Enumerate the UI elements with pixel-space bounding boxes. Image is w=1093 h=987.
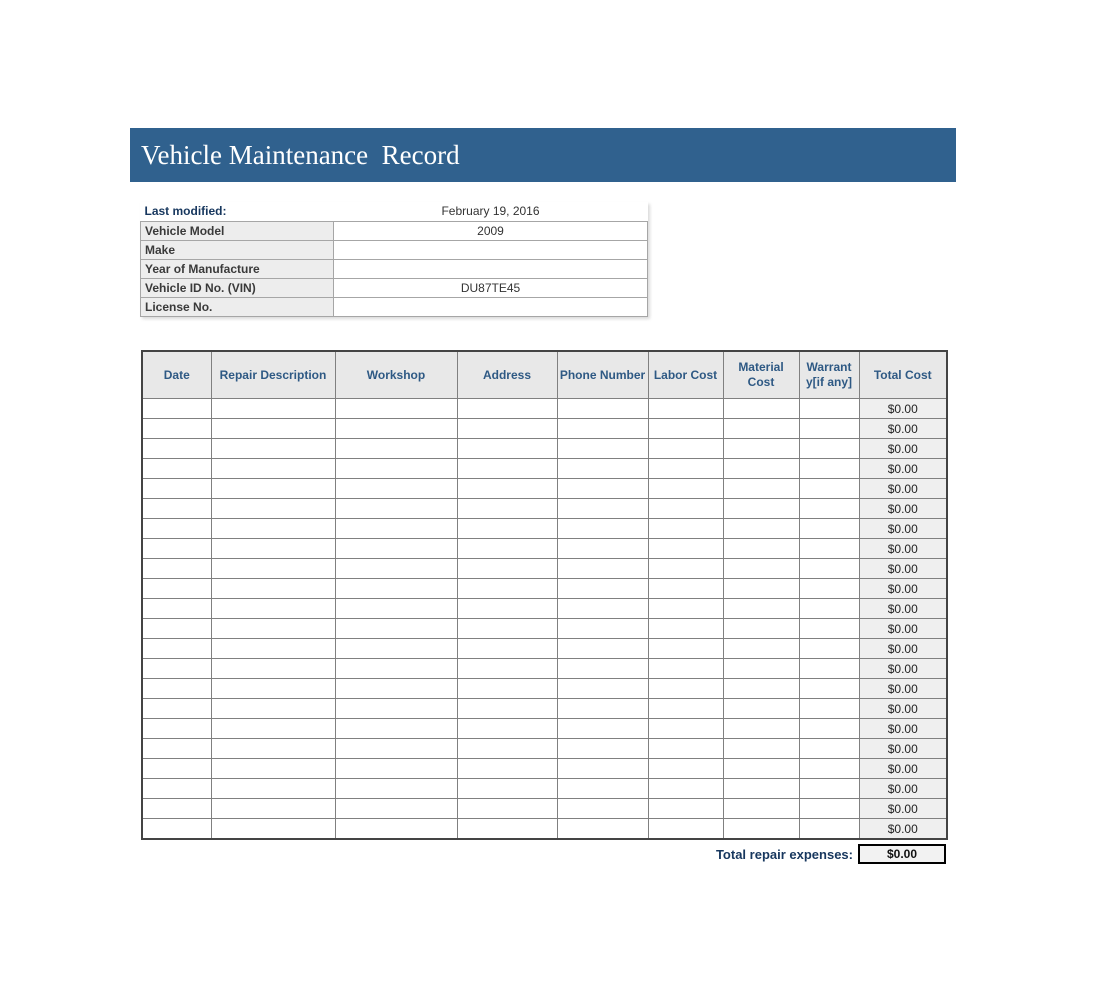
total-cost-cell: $0.00 bbox=[859, 479, 947, 499]
info-value-license-no[interactable] bbox=[334, 297, 648, 316]
table-cell[interactable] bbox=[335, 619, 457, 639]
info-row bbox=[141, 240, 648, 259]
table-cell[interactable] bbox=[335, 799, 457, 819]
table-cell[interactable] bbox=[335, 439, 457, 459]
total-cost-cell: $0.00 bbox=[859, 759, 947, 779]
table-cell[interactable] bbox=[142, 719, 211, 739]
info-row bbox=[141, 202, 648, 221]
table-cell[interactable] bbox=[211, 539, 335, 559]
table-row bbox=[142, 779, 947, 799]
table-cell[interactable] bbox=[335, 699, 457, 719]
table-cell[interactable] bbox=[799, 439, 859, 459]
table-cell[interactable] bbox=[648, 699, 723, 719]
table-cell[interactable] bbox=[142, 659, 211, 679]
table-cell[interactable] bbox=[557, 539, 648, 559]
total-cost-cell: $0.00 bbox=[859, 459, 947, 479]
table-cell[interactable] bbox=[457, 439, 557, 459]
total-cost-cell: $0.00 bbox=[859, 539, 947, 559]
table-cell[interactable] bbox=[799, 519, 859, 539]
column-header: Total Cost bbox=[859, 351, 947, 399]
table-cell[interactable] bbox=[557, 459, 648, 479]
table-cell[interactable] bbox=[457, 559, 557, 579]
table-cell[interactable] bbox=[723, 599, 799, 619]
table-cell[interactable] bbox=[142, 679, 211, 699]
table-cell[interactable] bbox=[211, 739, 335, 759]
table-cell[interactable] bbox=[211, 799, 335, 819]
table-cell[interactable] bbox=[457, 699, 557, 719]
table-cell[interactable] bbox=[723, 439, 799, 459]
table-cell[interactable] bbox=[648, 539, 723, 559]
table-row bbox=[142, 479, 947, 499]
total-cost-cell: $0.00 bbox=[859, 399, 947, 419]
table-cell[interactable] bbox=[723, 619, 799, 639]
table-cell[interactable] bbox=[557, 699, 648, 719]
table-cell[interactable] bbox=[557, 679, 648, 699]
table-cell[interactable] bbox=[335, 779, 457, 799]
table-cell[interactable] bbox=[335, 819, 457, 840]
table-cell[interactable] bbox=[799, 779, 859, 799]
table-cell[interactable] bbox=[557, 519, 648, 539]
table-cell[interactable] bbox=[211, 619, 335, 639]
table-cell[interactable] bbox=[648, 639, 723, 659]
table-row bbox=[142, 599, 947, 619]
table-cell[interactable] bbox=[648, 399, 723, 419]
table-cell[interactable] bbox=[335, 419, 457, 439]
info-label-license-no: License No. bbox=[141, 297, 334, 316]
total-cost-cell: $0.00 bbox=[859, 619, 947, 639]
table-cell[interactable] bbox=[557, 479, 648, 499]
total-expenses-value: $0.00 bbox=[858, 844, 946, 864]
table-cell[interactable] bbox=[557, 799, 648, 819]
table-cell[interactable] bbox=[648, 659, 723, 679]
table-cell[interactable] bbox=[723, 659, 799, 679]
table-cell[interactable] bbox=[799, 819, 859, 840]
table-cell[interactable] bbox=[457, 799, 557, 819]
table-row bbox=[142, 679, 947, 699]
table-cell[interactable] bbox=[648, 439, 723, 459]
total-cost-cell: $0.00 bbox=[859, 419, 947, 439]
table-row bbox=[142, 659, 947, 679]
table-cell[interactable] bbox=[457, 619, 557, 639]
table-cell[interactable] bbox=[211, 459, 335, 479]
table-cell[interactable] bbox=[457, 599, 557, 619]
table-cell[interactable] bbox=[335, 599, 457, 619]
total-cost-cell: $0.00 bbox=[859, 579, 947, 599]
table-cell[interactable] bbox=[799, 619, 859, 639]
table-cell[interactable] bbox=[557, 499, 648, 519]
total-cost-cell: $0.00 bbox=[859, 779, 947, 799]
info-label-last-modified: Last modified: bbox=[141, 202, 334, 221]
column-header: Material Cost bbox=[723, 351, 799, 399]
table-cell[interactable] bbox=[799, 399, 859, 419]
table-cell[interactable] bbox=[457, 419, 557, 439]
info-label-make: Make bbox=[141, 240, 334, 259]
total-cost-cell: $0.00 bbox=[859, 599, 947, 619]
info-row bbox=[141, 221, 648, 240]
table-cell[interactable] bbox=[648, 779, 723, 799]
column-header: Date bbox=[142, 351, 211, 399]
table-cell[interactable] bbox=[142, 559, 211, 579]
table-cell[interactable] bbox=[142, 759, 211, 779]
table-cell[interactable] bbox=[457, 539, 557, 559]
table-row bbox=[142, 639, 947, 659]
table-cell[interactable] bbox=[335, 479, 457, 499]
table-cell[interactable] bbox=[557, 399, 648, 419]
info-value-year-of-manufacture[interactable] bbox=[334, 259, 648, 278]
table-cell[interactable] bbox=[557, 559, 648, 579]
total-expenses-label: Total repair expenses: bbox=[715, 846, 853, 862]
table-cell[interactable] bbox=[142, 779, 211, 799]
table-cell[interactable] bbox=[142, 819, 211, 840]
table-cell[interactable] bbox=[648, 499, 723, 519]
table-cell[interactable] bbox=[457, 659, 557, 679]
table-cell[interactable] bbox=[142, 419, 211, 439]
table-cell[interactable] bbox=[457, 779, 557, 799]
info-row bbox=[141, 259, 648, 278]
column-header: Workshop bbox=[335, 351, 457, 399]
table-cell[interactable] bbox=[457, 499, 557, 519]
total-cost-cell: $0.00 bbox=[859, 439, 947, 459]
info-label-vin: Vehicle ID No. (VIN) bbox=[141, 278, 334, 297]
table-cell[interactable] bbox=[211, 479, 335, 499]
table-cell[interactable] bbox=[723, 639, 799, 659]
table-cell[interactable] bbox=[648, 599, 723, 619]
table-row bbox=[142, 399, 947, 419]
table-cell[interactable] bbox=[211, 439, 335, 459]
table-cell[interactable] bbox=[723, 519, 799, 539]
table-cell[interactable] bbox=[211, 399, 335, 419]
table-cell[interactable] bbox=[723, 559, 799, 579]
table-cell[interactable] bbox=[723, 679, 799, 699]
table-cell[interactable] bbox=[799, 479, 859, 499]
table-cell[interactable] bbox=[457, 479, 557, 499]
page-title: Vehicle Maintenance Record bbox=[141, 140, 460, 170]
table-row bbox=[142, 719, 947, 739]
table-row bbox=[142, 459, 947, 479]
table-cell[interactable] bbox=[457, 519, 557, 539]
table-cell[interactable] bbox=[648, 419, 723, 439]
table-cell[interactable] bbox=[799, 599, 859, 619]
info-row bbox=[141, 297, 648, 316]
table-cell[interactable] bbox=[799, 499, 859, 519]
table-cell[interactable] bbox=[557, 719, 648, 739]
table-cell[interactable] bbox=[648, 459, 723, 479]
table-cell[interactable] bbox=[142, 799, 211, 819]
table-cell[interactable] bbox=[211, 599, 335, 619]
table-row bbox=[142, 499, 947, 519]
table-cell[interactable] bbox=[723, 819, 799, 840]
table-cell[interactable] bbox=[142, 479, 211, 499]
info-label-vehicle-model: Vehicle Model bbox=[141, 221, 334, 240]
info-value-vin[interactable]: DU87TE45 bbox=[334, 278, 648, 297]
table-cell[interactable] bbox=[142, 739, 211, 759]
table-row bbox=[142, 699, 947, 719]
table-cell[interactable] bbox=[211, 759, 335, 779]
table-cell[interactable] bbox=[723, 459, 799, 479]
table-cell[interactable] bbox=[799, 759, 859, 779]
column-header: Warrant y[if any] bbox=[799, 351, 859, 399]
table-cell[interactable] bbox=[335, 719, 457, 739]
table-cell[interactable] bbox=[211, 699, 335, 719]
total-cost-cell: $0.00 bbox=[859, 659, 947, 679]
table-cell[interactable] bbox=[211, 499, 335, 519]
column-header: Phone Number bbox=[557, 351, 648, 399]
table-cell[interactable] bbox=[142, 399, 211, 419]
vehicle-info-table bbox=[140, 202, 648, 317]
table-cell[interactable] bbox=[723, 779, 799, 799]
table-cell[interactable] bbox=[457, 759, 557, 779]
table-cell[interactable] bbox=[648, 579, 723, 599]
column-header: Repair Description bbox=[211, 351, 335, 399]
table-cell[interactable] bbox=[648, 559, 723, 579]
table-body bbox=[142, 399, 947, 840]
table-cell[interactable] bbox=[335, 459, 457, 479]
table-cell[interactable] bbox=[799, 539, 859, 559]
table-cell[interactable] bbox=[723, 419, 799, 439]
table-cell[interactable] bbox=[142, 519, 211, 539]
table-cell[interactable] bbox=[799, 659, 859, 679]
table-cell[interactable] bbox=[142, 539, 211, 559]
table-cell[interactable] bbox=[335, 659, 457, 679]
total-cost-cell: $0.00 bbox=[859, 799, 947, 819]
table-cell[interactable] bbox=[723, 499, 799, 519]
total-cost-cell: $0.00 bbox=[859, 699, 947, 719]
maintenance-table bbox=[141, 350, 948, 840]
table-cell[interactable] bbox=[648, 719, 723, 739]
table-cell[interactable] bbox=[335, 399, 457, 419]
table-cell[interactable] bbox=[799, 739, 859, 759]
table-cell[interactable] bbox=[335, 759, 457, 779]
table-cell[interactable] bbox=[211, 679, 335, 699]
table-row bbox=[142, 439, 947, 459]
table-cell[interactable] bbox=[211, 719, 335, 739]
table-cell[interactable] bbox=[648, 479, 723, 499]
table-cell[interactable] bbox=[211, 819, 335, 840]
table-row bbox=[142, 819, 947, 840]
table-cell[interactable] bbox=[211, 519, 335, 539]
table-cell[interactable] bbox=[335, 679, 457, 699]
total-cost-cell: $0.00 bbox=[859, 559, 947, 579]
header-row bbox=[142, 351, 947, 399]
table-cell[interactable] bbox=[799, 639, 859, 659]
table-cell[interactable] bbox=[648, 759, 723, 779]
table-cell[interactable] bbox=[799, 699, 859, 719]
table-cell[interactable] bbox=[142, 699, 211, 719]
table-cell[interactable] bbox=[648, 819, 723, 840]
table-cell[interactable] bbox=[723, 759, 799, 779]
table-cell[interactable] bbox=[142, 639, 211, 659]
table-cell[interactable] bbox=[723, 739, 799, 759]
table-cell[interactable] bbox=[457, 719, 557, 739]
table-cell[interactable] bbox=[142, 599, 211, 619]
table-cell[interactable] bbox=[142, 619, 211, 639]
table-cell[interactable] bbox=[799, 559, 859, 579]
total-cost-cell: $0.00 bbox=[859, 739, 947, 759]
table-cell[interactable] bbox=[557, 419, 648, 439]
table-row bbox=[142, 619, 947, 639]
info-value-last-modified[interactable]: February 19, 2016 bbox=[334, 202, 648, 221]
table-cell[interactable] bbox=[335, 519, 457, 539]
table-cell[interactable] bbox=[799, 459, 859, 479]
table-cell[interactable] bbox=[557, 619, 648, 639]
table-cell[interactable] bbox=[142, 579, 211, 599]
table-cell[interactable] bbox=[799, 679, 859, 699]
table-cell[interactable] bbox=[723, 799, 799, 819]
table-cell[interactable] bbox=[799, 799, 859, 819]
table-cell[interactable] bbox=[335, 539, 457, 559]
table-cell[interactable] bbox=[648, 739, 723, 759]
table-cell[interactable] bbox=[557, 819, 648, 840]
table-cell[interactable] bbox=[557, 599, 648, 619]
info-value-vehicle-model[interactable]: 2009 bbox=[334, 221, 648, 240]
total-cost-cell: $0.00 bbox=[859, 519, 947, 539]
repair-log-section bbox=[141, 350, 946, 840]
table-row bbox=[142, 579, 947, 599]
total-expenses-row bbox=[141, 844, 946, 864]
table-cell[interactable] bbox=[335, 639, 457, 659]
table-row bbox=[142, 759, 947, 779]
table-cell[interactable] bbox=[648, 679, 723, 699]
table-row bbox=[142, 519, 947, 539]
total-cost-cell: $0.00 bbox=[859, 819, 947, 840]
table-cell[interactable] bbox=[648, 519, 723, 539]
table-cell[interactable] bbox=[799, 419, 859, 439]
table-cell[interactable] bbox=[723, 579, 799, 599]
table-cell[interactable] bbox=[211, 659, 335, 679]
table-cell[interactable] bbox=[457, 579, 557, 599]
table-cell[interactable] bbox=[557, 779, 648, 799]
table-cell[interactable] bbox=[648, 799, 723, 819]
table-cell[interactable] bbox=[457, 459, 557, 479]
table-cell[interactable] bbox=[557, 739, 648, 759]
table-row bbox=[142, 799, 947, 819]
table-cell[interactable] bbox=[142, 459, 211, 479]
table-cell[interactable] bbox=[648, 619, 723, 639]
total-cost-cell: $0.00 bbox=[859, 499, 947, 519]
info-label-year-of-manufacture: Year of Manufacture bbox=[141, 259, 334, 278]
table-cell[interactable] bbox=[335, 559, 457, 579]
table-cell[interactable] bbox=[457, 399, 557, 419]
table-cell[interactable] bbox=[211, 779, 335, 799]
table-cell[interactable] bbox=[723, 539, 799, 559]
info-row bbox=[141, 278, 648, 297]
table-cell[interactable] bbox=[335, 579, 457, 599]
table-cell[interactable] bbox=[557, 639, 648, 659]
table-cell[interactable] bbox=[142, 499, 211, 519]
table-cell[interactable] bbox=[142, 439, 211, 459]
table-cell[interactable] bbox=[211, 559, 335, 579]
table-row bbox=[142, 739, 947, 759]
total-cost-cell: $0.00 bbox=[859, 719, 947, 739]
table-cell[interactable] bbox=[211, 419, 335, 439]
table-cell[interactable] bbox=[457, 739, 557, 759]
table-cell[interactable] bbox=[557, 659, 648, 679]
table-cell[interactable] bbox=[457, 819, 557, 840]
table-cell[interactable] bbox=[457, 679, 557, 699]
info-value-make[interactable] bbox=[334, 240, 648, 259]
table-cell[interactable] bbox=[557, 579, 648, 599]
total-cost-cell: $0.00 bbox=[859, 679, 947, 699]
table-cell[interactable] bbox=[335, 739, 457, 759]
table-cell[interactable] bbox=[557, 439, 648, 459]
table-cell[interactable] bbox=[723, 719, 799, 739]
table-row bbox=[142, 559, 947, 579]
table-row bbox=[142, 419, 947, 439]
column-header: Address bbox=[457, 351, 557, 399]
table-head bbox=[142, 351, 947, 399]
table-cell[interactable] bbox=[799, 719, 859, 739]
table-row bbox=[142, 539, 947, 559]
title-bar bbox=[130, 128, 956, 182]
table-cell[interactable] bbox=[457, 639, 557, 659]
table-cell[interactable] bbox=[211, 639, 335, 659]
column-header: Labor Cost bbox=[648, 351, 723, 399]
total-cost-cell: $0.00 bbox=[859, 639, 947, 659]
table-cell[interactable] bbox=[799, 579, 859, 599]
table-cell[interactable] bbox=[335, 499, 457, 519]
table-cell[interactable] bbox=[723, 479, 799, 499]
table-cell[interactable] bbox=[723, 699, 799, 719]
table-cell[interactable] bbox=[557, 759, 648, 779]
table-cell[interactable] bbox=[723, 399, 799, 419]
table-cell[interactable] bbox=[211, 579, 335, 599]
